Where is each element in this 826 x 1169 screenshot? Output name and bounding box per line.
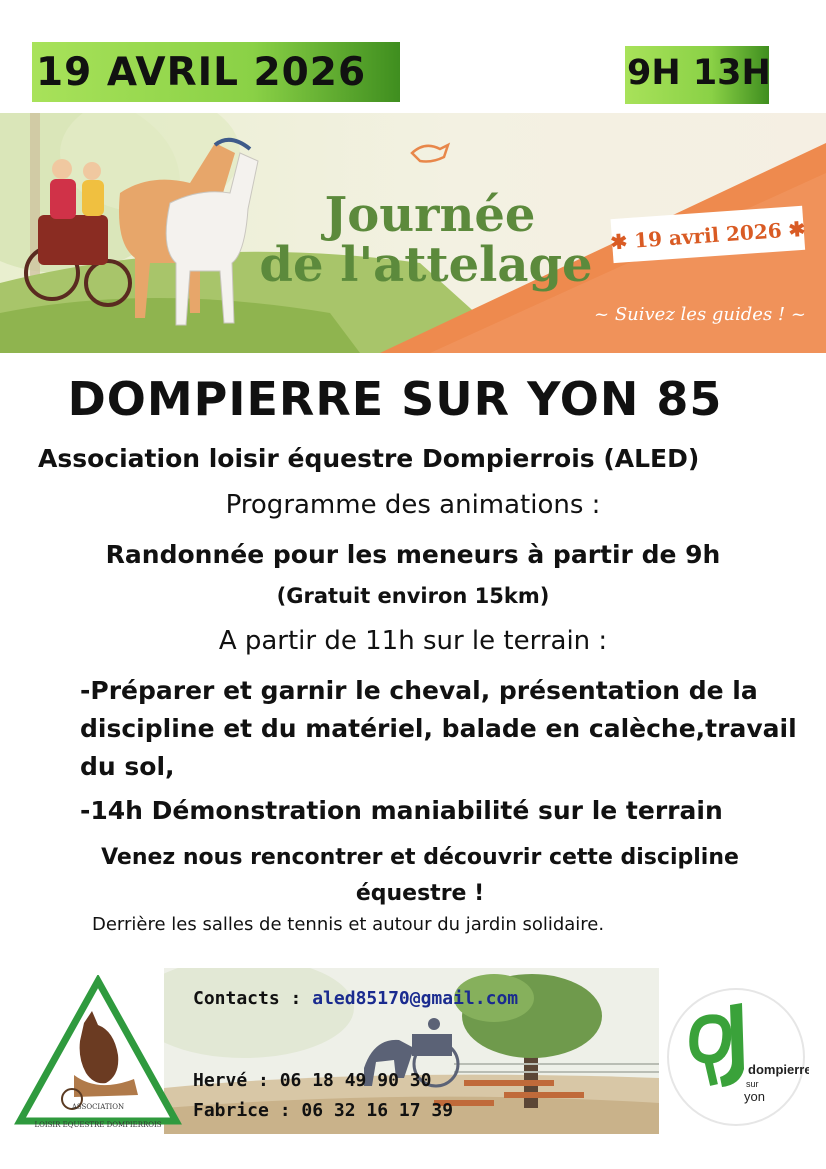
event-date: 19 AVRIL 2026 <box>36 50 367 95</box>
town-logo-name: dompierre <box>748 1062 809 1077</box>
activity-item-1: -Préparer et garnir le cheval, présentation de la discipline et du matériel, balade en calèche,travail du sol, <box>80 676 797 781</box>
hours-badge <box>625 46 769 104</box>
terrain-intro: A partir de 11h sur le terrain : <box>218 626 608 656</box>
activity-item-2: -14h Démonstration maniabilité sur le terrain <box>80 796 723 825</box>
programme-title: Programme des animations : <box>225 490 601 520</box>
invite-text: Venez nous rencontrer et découvrir cette discipline équestre ! <box>101 845 739 906</box>
event-banner <box>0 113 826 353</box>
event-hours: 9H 13H <box>627 53 771 93</box>
town-logo <box>664 987 809 1127</box>
association-logo <box>14 975 182 1130</box>
contact-email-link[interactable]: aled85170@gmail.com <box>312 988 519 1009</box>
town-heading: DOMPIERRE SUR YON 85 <box>67 372 723 426</box>
banner-illustration <box>0 113 826 353</box>
banner-tagline: ~ Suivez les guides ! ~ <box>594 304 806 325</box>
location-text: Derrière les salles de tennis et autour du jardin solidaire. <box>92 914 605 935</box>
banner-title-line2: de l'attelage <box>259 237 593 293</box>
banner-title-line1: Journée <box>324 187 536 243</box>
date-badge <box>32 42 400 102</box>
assoc-logo-bottom-text: LOISIR EQUESTRE DOMPIERROIS <box>34 1121 162 1129</box>
contact-herve: Hervé : 06 18 49 90 30 <box>193 1070 432 1091</box>
contacts-label: Contacts : <box>193 988 313 1009</box>
town-logo-sur: sur <box>746 1079 759 1089</box>
randonnee-line: Randonnée pour les meneurs à partir de 9h <box>105 540 721 569</box>
banner-date-tag: ✱ 19 avril 2026 ✱ <box>609 216 807 255</box>
assoc-logo-top-text: ASSOCIATION <box>71 1103 125 1111</box>
contact-fabrice: Fabrice : 06 32 16 17 39 <box>193 1100 454 1121</box>
contacts-line <box>193 988 518 1009</box>
association-name: Association loisir équestre Dompierrois (ALED) <box>38 444 700 473</box>
town-logo-yon: yon <box>744 1089 765 1104</box>
gratuit-line: (Gratuit environ 15km) <box>276 584 550 608</box>
